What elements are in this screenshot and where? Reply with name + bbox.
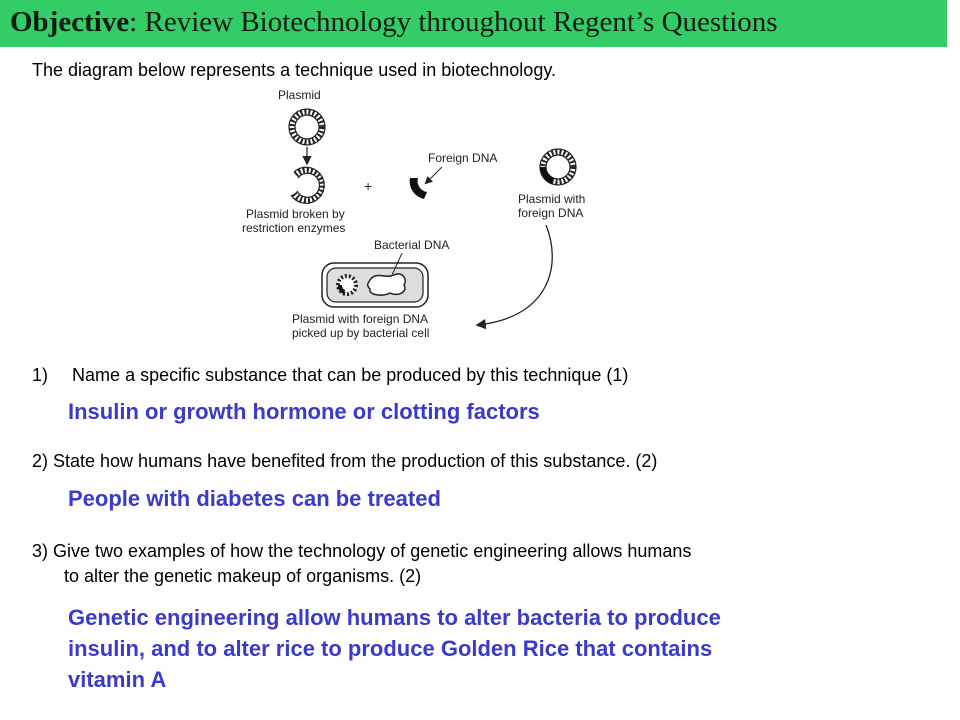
question-2: 2) State how humans have benefited from the production of this substance. (2) — [32, 451, 658, 471]
question-1-number: 1) — [32, 365, 49, 385]
curved-arrow — [478, 225, 552, 325]
label-picked-1: Plasmid with foreign DNA — [292, 312, 429, 326]
plus-sign: + — [364, 178, 373, 194]
answer-2: People with diabetes can be treated — [68, 486, 441, 511]
label-plasmid-with-2: foreign DNA — [518, 206, 584, 220]
broken-plasmid-icon — [291, 167, 324, 203]
answer-3-line: Genetic engineering allow humans to alter bacteria to produce — [68, 605, 721, 630]
intro-text: The diagram below represents a technique used in biotechnology. — [32, 60, 556, 80]
label-broken-1: Plasmid broken by — [246, 207, 345, 221]
label-picked-2: picked up by bacterial cell — [292, 326, 430, 340]
answer-3-line: vitamin A — [68, 667, 167, 692]
label-broken-2: restriction enzymes — [242, 221, 346, 235]
answer-1: Insulin or growth hormone or clotting factors — [68, 399, 540, 424]
title-rest: : Review Biotechnology throughout Regent’s Questions — [129, 6, 778, 38]
foreign-dna-icon — [410, 178, 427, 199]
question-3-line-2: to alter the genetic makeup of organisms. (2) — [64, 566, 422, 586]
answer-3 — [68, 602, 721, 695]
page-title — [10, 6, 778, 39]
label-bacterial-dna: Bacterial DNA — [374, 238, 450, 252]
label-foreign-dna: Foreign DNA — [428, 151, 498, 165]
plasmid-icon — [289, 109, 325, 145]
title-bar — [0, 0, 947, 47]
title-bold: Objective — [10, 6, 130, 38]
question-1-text: Name a specific substance that can be produced by this technique (1) — [72, 365, 629, 385]
label-plasmid-with-1: Plasmid with — [518, 192, 586, 206]
plasmid-diagram — [230, 85, 630, 345]
label-plasmid: Plasmid — [278, 88, 321, 102]
question-3-line-1: 3) Give two examples of how the technology of genetic engineering allows humans — [32, 541, 692, 561]
bacterial-cell-icon — [322, 263, 428, 307]
question-1 — [32, 365, 628, 386]
answer-3-line: insulin, and to alter rice to produce Golden Rice that contains — [68, 636, 713, 661]
recombinant-plasmid-icon — [540, 149, 576, 185]
arrow-foreign — [426, 167, 442, 183]
